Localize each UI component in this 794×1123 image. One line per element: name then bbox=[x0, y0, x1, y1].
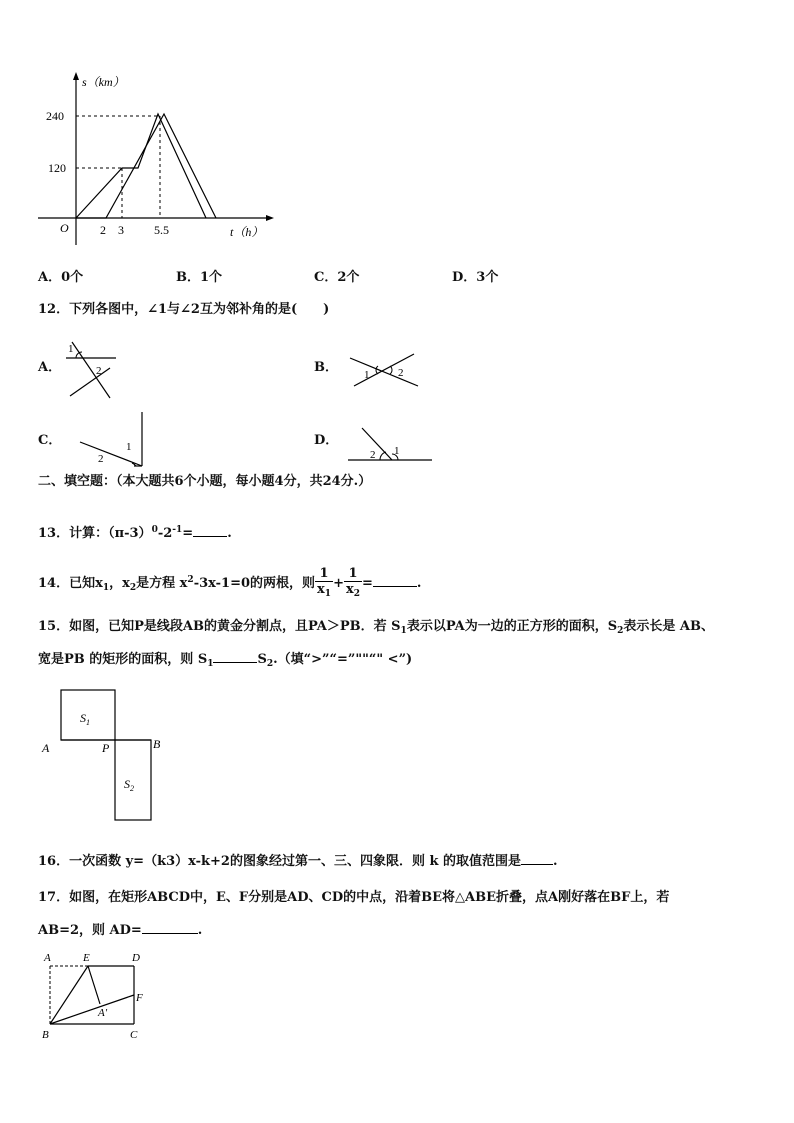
q14-frac-1 bbox=[315, 566, 333, 602]
q12b-angle2: 2 bbox=[398, 367, 404, 379]
q13-answer-blank[interactable] bbox=[193, 523, 227, 537]
q15-line1: 15．如图，已知P是线段AB的黄金分割点，且PA＞PB．若 $S_1$表示以PA为一边的正方形的面积，$S_2$表示长是 AB、 bbox=[38, 619, 714, 636]
q13-sup2: -1 bbox=[172, 525, 183, 535]
q12c-angle1: 1 bbox=[126, 441, 132, 453]
q14-answer-blank[interactable] bbox=[373, 573, 417, 587]
q12-figure-b bbox=[346, 352, 422, 390]
q14 bbox=[38, 560, 421, 608]
origin-label: O bbox=[60, 221, 69, 235]
q14-mid3: -3x-1=0的两根，则 bbox=[193, 576, 316, 591]
q15-line2: 宽是PB 的矩形的面积，则 $S_1$ $S_2$.（填“>”“=”""“" <”) bbox=[38, 649, 412, 673]
q13-end: = bbox=[182, 526, 194, 541]
section-2-title: 二、填空题：（本大题共6个小题，每小题4分，共24分.） bbox=[38, 474, 372, 489]
q14-mid1: ，x bbox=[109, 576, 130, 591]
q12c-angle2: 2 bbox=[98, 453, 104, 465]
q17-fig-f: F bbox=[136, 992, 143, 1004]
q11-option-d: D．3个 bbox=[452, 270, 499, 285]
q12-label-a: A． bbox=[38, 360, 62, 375]
y-axis-label: s（km） bbox=[82, 75, 125, 89]
q17-line1: 17．如图，在矩形ABCD中，E、F分别是AD、CD的中点，沿着BE将△ABE折叠，点A刚好落在BF上，若 bbox=[38, 890, 670, 905]
q15-fig-p: P bbox=[102, 741, 110, 755]
q12-label-b: B． bbox=[314, 360, 338, 375]
q11-option-c: C．2个 bbox=[314, 270, 360, 285]
q12-label-c: C． bbox=[38, 433, 62, 448]
q15-answer-blank[interactable] bbox=[213, 649, 257, 663]
q12a-angle2: 2 bbox=[96, 365, 102, 377]
x-tick-5.5: 5.5 bbox=[154, 223, 169, 237]
q16: 16．一次函数 y=（k3）x-k+2的图象经过第一、三、四象限．则 k 的取值范围是 . bbox=[38, 851, 558, 871]
q12-figure-c bbox=[76, 410, 152, 468]
q14-s2: 2 bbox=[129, 583, 137, 593]
q15-fig-s1: $S_1$ bbox=[80, 711, 90, 727]
q13-dot: . bbox=[227, 526, 232, 541]
q12d-angle2: 2 bbox=[370, 449, 376, 461]
q15-fig-b: B bbox=[153, 737, 161, 751]
q17-line2: AB=2，则 AD= . bbox=[38, 920, 202, 940]
q12-label-d: D． bbox=[314, 433, 339, 448]
q14-frac-2 bbox=[344, 566, 362, 602]
q12-figure-a bbox=[60, 338, 120, 400]
q12-stem: 12．下列各图中，∠1与∠2互为邻补角的是( ) bbox=[38, 302, 330, 317]
q16-answer-blank[interactable] bbox=[521, 851, 553, 865]
q17-answer-blank[interactable] bbox=[142, 920, 198, 934]
q14-frac2-num: 1 bbox=[344, 566, 362, 582]
q14-frac1-num: 1 bbox=[315, 566, 333, 582]
q13-sup1: 0 bbox=[151, 525, 158, 535]
q15-fig-a: A bbox=[42, 741, 50, 755]
q12a-angle1: 1 bbox=[68, 343, 74, 355]
x-tick-2: 2 bbox=[100, 223, 106, 237]
q11-option-a: A．0个 bbox=[38, 270, 84, 285]
q14-frac2-den: $x_2$ bbox=[345, 581, 360, 599]
q14-sq: 2 bbox=[187, 575, 194, 585]
q17-fig-e: E bbox=[83, 952, 90, 964]
q13-text: 13．计算：（π-3） bbox=[38, 526, 152, 541]
y-tick-240: 240 bbox=[46, 109, 64, 123]
q13-mid: -2 bbox=[157, 526, 173, 541]
q17-fig-a-prime: A′ bbox=[98, 1007, 108, 1019]
q15-fig-s2: $S_2$ bbox=[124, 777, 134, 793]
y-tick-120: 120 bbox=[48, 161, 66, 175]
distance-time-graph bbox=[30, 70, 280, 250]
q13 bbox=[38, 521, 232, 543]
q14-dot: . bbox=[416, 576, 422, 591]
q17-fig-c: C bbox=[130, 1029, 138, 1041]
x-tick-3: 3 bbox=[118, 223, 124, 237]
q17-figure bbox=[38, 948, 158, 1042]
q12d-angle1: 1 bbox=[394, 445, 400, 457]
q11-option-b: B．1个 bbox=[176, 270, 223, 285]
q17-fig-b: B bbox=[42, 1029, 49, 1041]
q14-prefix: 14．已知x bbox=[38, 576, 103, 591]
x-axis-label: t（h） bbox=[230, 225, 264, 239]
q15-figure bbox=[38, 684, 168, 826]
q17-fig-d: D bbox=[132, 952, 140, 964]
q17-fig-a: A bbox=[44, 952, 51, 964]
q14-s1: 1 bbox=[102, 583, 110, 593]
q14-mid2: 是方程 x bbox=[136, 576, 188, 591]
q12-figure-d bbox=[346, 426, 436, 464]
q14-eq: = bbox=[362, 576, 373, 591]
q12b-angle1: 1 bbox=[364, 369, 370, 381]
q14-plus: + bbox=[333, 576, 344, 591]
q14-frac1-den: $x_1$ bbox=[317, 581, 332, 599]
